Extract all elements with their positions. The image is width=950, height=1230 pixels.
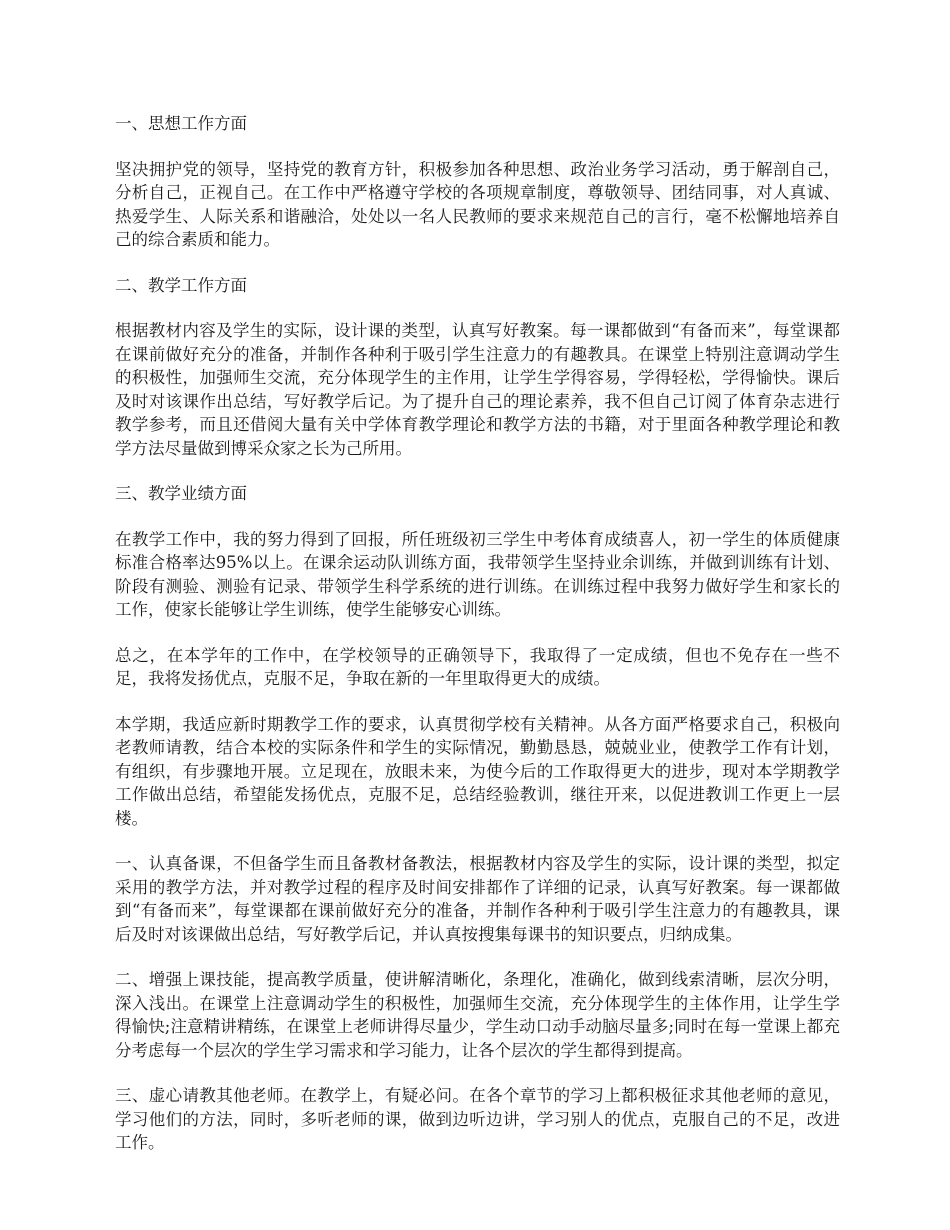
paragraph-thought-work: 坚决拥护党的领导，坚持党的教育方针，积极参加各种思想、政治业务学习活动，勇于解剖自己，分析自己，正视自己。在工作中严格遵守学校的各项规章制度，尊敬领导、团结同事，对人真诚、热爱学生、人际关系和谐融洽，处处以一名人民教师的要求来规范自己的言行，毫不松懈地培养自己的综合素质和能力。 — [115, 159, 840, 249]
paragraph-consult-teachers: 三、虚心请教其他老师。在教学上，有疑必问。在各个章节的学习上都积极征求其他老师的意见，学习他们的方法，同时，多听老师的课，做到边听边讲，学习别人的优点，克服自己的不足，改进工作。 — [115, 1086, 840, 1152]
section-heading-thought-work: 一、思想工作方面 — [115, 114, 247, 133]
section-heading-teaching-work: 二、教学工作方面 — [115, 275, 247, 295]
paragraph-lesson-preparation: 一、认真备课，不但备学生而且备教材备教法，根据教材内容及学生的实际，设计课的类型，拟定采用的教学方法，并对教学过程的程序及时间安排都作了详细的记录，认真写好教案。每一课都做到“有备而来”，每堂课都在课前做好充分的准备，并制作各种利于吸引学生注意力的有趣教具，课后及时对该课做出总结，写好教学后记，并认真按搜集每课书的知识要点，归纳成集。 — [115, 854, 840, 944]
section-heading-teaching-results: 三、教学业绩方面 — [115, 484, 247, 503]
paragraph-teaching-skills: 二、增强上课技能，提高教学质量，使讲解清晰化，条理化，准确化，做到线索清晰，层次分明，深入浅出。在课堂上注意调动学生的积极性，加强师生交流，充分体现学生的主体作用，让学生学得愉快;注意精讲精练，在课堂上老师讲得尽量少，学生动口动手动脑尽量多;同时在每一堂课上都充分考虑每一个层次的学生学习需求和学习能力，让各个层次的学生都得到提高。 — [115, 970, 840, 1060]
paragraph-teaching-results: 在教学工作中，我的努力得到了回报，所任班级初三学生中考体育成绩喜人，初一学生的体质健康标准合格率达95%以上。在课余运动队训练方面，我带领学生坚持业余训练，并做到训练有计划、阶段有测验、测验有记录、带领学生科学系统的进行训练。在训练过程中我努力做好学生和家长的工作，使家长能够让学生训练，使学生能够安心训练。 — [115, 529, 840, 619]
paragraph-summary: 总之，在本学年的工作中，在学校领导的正确领导下，我取得了一定成绩，但也不免存在一些不足，我将发扬优点，克服不足，争取在新的一年里取得更大的成绩。 — [115, 645, 840, 688]
document-body — [115, 112, 840, 1177]
paragraph-semester-intro: 本学期，我适应新时期教学工作的要求，认真贯彻学校有关精神。从各方面严格要求自己，积极向老教师请教，结合本校的实际条件和学生的实际情况，勤勤恳恳，兢兢业业，使教学工作有计划，有组织，有步骤地开展。立足现在，放眼未来，为使今后的工作取得更大的进步，现对本学期教学工作做出总结，希望能发扬优点，克服不足，总结经验教训，继往开来，以促进教训工作更上一层楼。 — [115, 714, 840, 828]
paragraph-teaching-work: 根据教材内容及学生的实际，设计课的类型，认真写好教案。每一课都做到“有备而来”，每堂课都在课前做好充分的准备，并制作各种利于吸引学生注意力的有趣教具。在课堂上特别注意调动学生的积极性，加强师生交流，充分体现学生的主作用，让学生学得容易，学得轻松，学得愉快。课后及时对该课作出总结，写好教学后记。为了提升自己的理论素养，我不但自己订阅了体育杂志进行教学参考，而且还借阅大量有关中学体育教学理论和教学方法的书籍，对于里面各种教学理论和教学方法尽量做到博采众家之长为己所用。 — [115, 321, 840, 458]
